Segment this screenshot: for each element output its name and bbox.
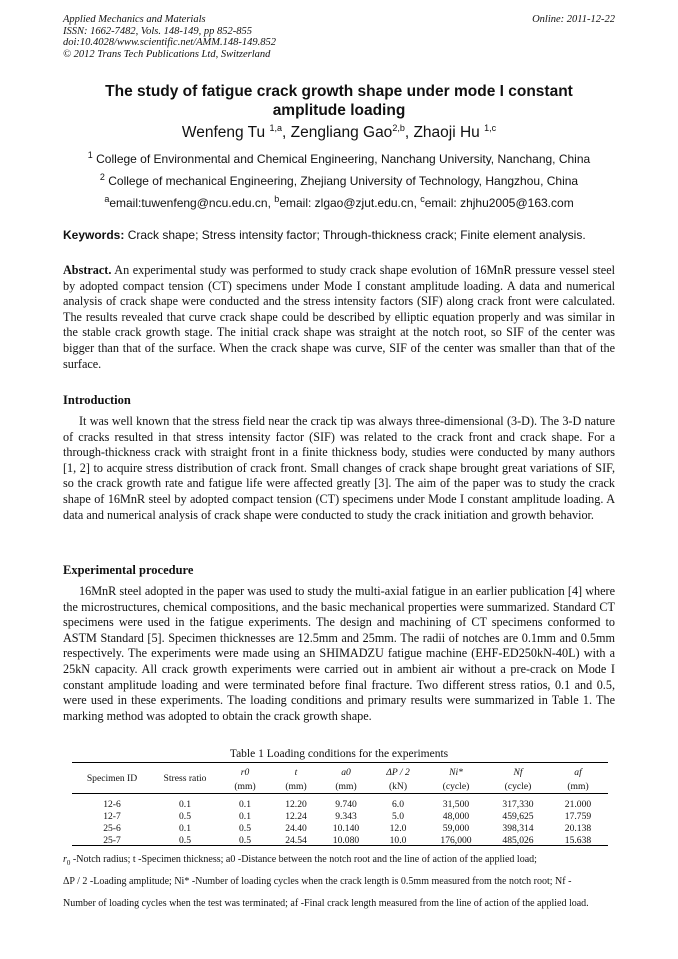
table-row	[72, 798, 608, 810]
table-cell: 31,500	[442, 798, 470, 810]
table-header-cell: af	[574, 766, 582, 778]
author-list: Wenfeng Tu $^{1,a}$, Zengliang Gao$^{2,b}$, Zhaoji Hu $^{1,c}$	[181, 123, 497, 142]
table-cell: 59,000	[442, 822, 470, 834]
table-cell: 12-6	[103, 798, 121, 810]
table-cell: 398,314	[502, 822, 534, 834]
section-heading-experimental: Experimental procedure	[63, 563, 194, 577]
affiliation-text: College of mechanical Engineering, Zhejiang University of Technology, Hangzhou, China	[108, 174, 579, 188]
affiliation-sup: 2	[99, 172, 105, 182]
table-note-3: Number of loading cycles when the test was terminated; af -Final crack length measured from the line of action of the applied load.	[63, 898, 589, 909]
email-sup: c	[420, 194, 425, 204]
abstract-label: Abstract.	[63, 263, 112, 277]
section-heading-introduction: Introduction	[63, 393, 131, 407]
table-cell: 0.5	[239, 834, 251, 846]
issn-line: ISSN: 1662-7482, Vols. 148-149, pp 852-855	[63, 25, 252, 37]
table-cell: 9.343	[335, 810, 357, 822]
email-a[interactable]: email:tuwenfeng@ncu.edu.cn,	[109, 196, 271, 210]
table-cell: 5.0	[392, 810, 404, 822]
author-name: Zengliang Gao	[290, 124, 393, 142]
author-sup: 2,b	[392, 123, 405, 133]
affiliation-sup: 1	[87, 150, 93, 160]
table-unit-cell: (cycle)	[424, 780, 488, 794]
table-cell: 0.5	[239, 822, 251, 834]
table-header-cell: Stress ratio	[152, 762, 218, 794]
email-sup: b	[274, 194, 280, 204]
author-sup: 1,a	[269, 123, 282, 133]
table-note-text: -Notch radius; t -Specimen thickness; a0 -Distance between the notch root and the line of action of the applied load;	[72, 854, 537, 865]
journal-header	[63, 14, 615, 60]
table-cell: 10.140	[332, 822, 360, 834]
table-row	[72, 810, 608, 822]
table-cell: 15.638	[564, 834, 592, 846]
introduction-text: It was well known that the stress field near the crack tip was always three-dimensional (3-D). The 3-D nature of cracks resulted in that stress intensity factor (SIF) was related to the crack front and crack shape. For a through-thickness crack with straight front in a finite thickness body, studies were conducted by many authors [1, 2] to acquire stress distribution of crack front. Small changes of crack shape brought great variations of SIF, so the crack growth rate and fatigue life were affected greatly [3]. The aim of the paper was to study the crack shape of 16MnR steel by adopted compact tension (CT) specimens under Mode I constant amplitude loading. A data and numerical analysis of crack shape were conducted to study the crack initiation and growth behavior.	[63, 414, 615, 522]
table-cell: 485,026	[502, 834, 534, 846]
table-cell: 0.1	[239, 810, 251, 822]
table-cell: 0.1	[179, 822, 191, 834]
author-name: Zhaoji Hu	[413, 124, 480, 142]
email-b[interactable]: email: zlgao@zjut.edu.cn,	[279, 196, 417, 210]
table-cell: 12.24	[285, 810, 307, 822]
table-cell: 20.138	[564, 822, 592, 834]
table-caption: Table 1 Loading conditions for the experiments	[229, 748, 449, 760]
table-cell: 10.0	[389, 834, 407, 846]
affiliation-1	[63, 150, 615, 166]
table-header-cell: r0	[240, 766, 250, 778]
table-unit-cell: (mm)	[218, 780, 272, 794]
table-cell: 6.0	[392, 798, 404, 810]
abstract-text: An experimental study was performed to study crack shape evolution of 16MnR pressure vessel steel by adopted compact tension (CT) specimens under Mode I constant amplitude loading. A data and numerical analysis of crack shape were conducted and the stress intensity factors (SIF) along crack front were calculated. The results revealed that curve crack shape could be described by elliptic equation properly and was similar in the stable crack growth stage. The initial crack shape was straight at the notch root, so SIF of the center was bigger than that of the surface. When the crack shape was curve, SIF of the center was smaller than that of the surface.	[63, 263, 615, 371]
table-note-1: $r_0$ -Notch radius; t -Specimen thickness; a0 -Distance between the notch root and the line of action of the applied load;	[63, 854, 537, 867]
table-cell: 21.000	[564, 798, 592, 810]
table-cell: 12.0	[389, 822, 407, 834]
table-unit-cell: (mm)	[272, 780, 320, 794]
author-name: Wenfeng Tu	[181, 124, 266, 142]
table-cell: 24.40	[285, 822, 307, 834]
title-line-2: amplitude loading	[272, 102, 406, 119]
table-cell: 0.1	[179, 798, 191, 810]
table-cell: 12-7	[103, 810, 121, 822]
table-header-cell: t	[294, 766, 298, 778]
table-cell: 25-7	[103, 834, 121, 846]
table-unit-cell: (cycle)	[488, 780, 548, 794]
table-cell: 176,000	[440, 834, 472, 846]
table-cell: 17.759	[564, 810, 592, 822]
abstract	[63, 263, 615, 372]
table-cell: 317,330	[502, 798, 534, 810]
author-sup: 1,c	[484, 123, 497, 133]
table-cell: 25-6	[103, 822, 121, 834]
keywords-label: Keywords:	[63, 228, 125, 242]
table-header-cell: ΔP / 2	[386, 766, 410, 778]
doi-line[interactable]: doi:10.4028/www.scientific.net/AMM.148-149.852	[63, 37, 276, 48]
keywords	[63, 228, 615, 242]
table-bottom-rule	[72, 845, 608, 846]
experimental-text: 16MnR steel adopted in the paper was used to study the multi-axial fatigue in an earlier publication [4] where the microstructures, chemical compositions, and the basic mechanical properties were summarized. Standard CT specimens were used in the fatigue experiments. The design and machining of CT specimens conformed to ASTM Standard [5]. Specimen thicknesses are 12.5mm and 25mm. The radii of notches are 0.1mm and 0.5mm respectively. The experiments were made using an SHIMADZU fatigue machine (EHF-ED250kN-40L) with a 25kN capacity. All crack growth experiments were carried out in ambient air without a pre-crack on Mode I constant amplitude loading and were terminated before final fracture. Two different stress ratios, 0.1 and 0.5, were used in these experiments. The loading conditions and primary results were summarized in Table 1. The marking method was adopted to obtain the crack growth shape.	[63, 584, 615, 723]
table-cell: 9.740	[335, 798, 357, 810]
email-sup: a	[104, 194, 110, 204]
copyright-line: © 2012 Trans Tech Publications Ltd, Switzerland	[63, 48, 271, 60]
table-header-cell: Specimen ID	[72, 762, 152, 794]
journal-name: Applied Mechanics and Materials	[63, 14, 206, 25]
table-cell: 48,000	[442, 810, 470, 822]
table-row	[72, 822, 608, 834]
table-header-cell: Nf	[513, 766, 523, 778]
table-cell: 0.5	[179, 834, 191, 846]
table-header-cell: a0	[341, 766, 351, 778]
affiliation-text: College of Environmental and Chemical Engineering, Nanchang University, Nanchang, China	[96, 152, 591, 166]
email-c[interactable]: email: zhjhu2005@163.com	[424, 196, 574, 210]
table-cell: 10.080	[332, 834, 360, 846]
table-cell: 24.54	[285, 834, 307, 846]
table-cell: 0.1	[239, 798, 251, 810]
table-unit-cell: (kN)	[372, 780, 424, 794]
paper-title	[63, 82, 615, 120]
table-cell: 459,625	[502, 810, 534, 822]
affiliation-2	[63, 172, 615, 188]
table-cell: 12.20	[285, 798, 307, 810]
table-unit-cell: (mm)	[320, 780, 372, 794]
table-unit-cell: (mm)	[548, 780, 608, 794]
table-header-row	[72, 762, 608, 780]
table-note-2: ΔP / 2 -Loading amplitude; Ni* -Number of loading cycles when the crack length is 0.5mm measured from the notch root; Nf -	[63, 876, 572, 887]
keywords-text: Crack shape; Stress intensity factor; Through-thickness crack; Finite element analysis.	[127, 228, 586, 242]
table-cell: 0.5	[179, 810, 191, 822]
online-date: Online: 2011-12-22	[532, 14, 615, 25]
loading-conditions-table	[72, 762, 608, 846]
title-line-1: The study of fatigue crack growth shape under mode I constant	[105, 83, 573, 100]
table-header-cell: Ni*	[449, 766, 463, 778]
email-line	[63, 194, 615, 210]
